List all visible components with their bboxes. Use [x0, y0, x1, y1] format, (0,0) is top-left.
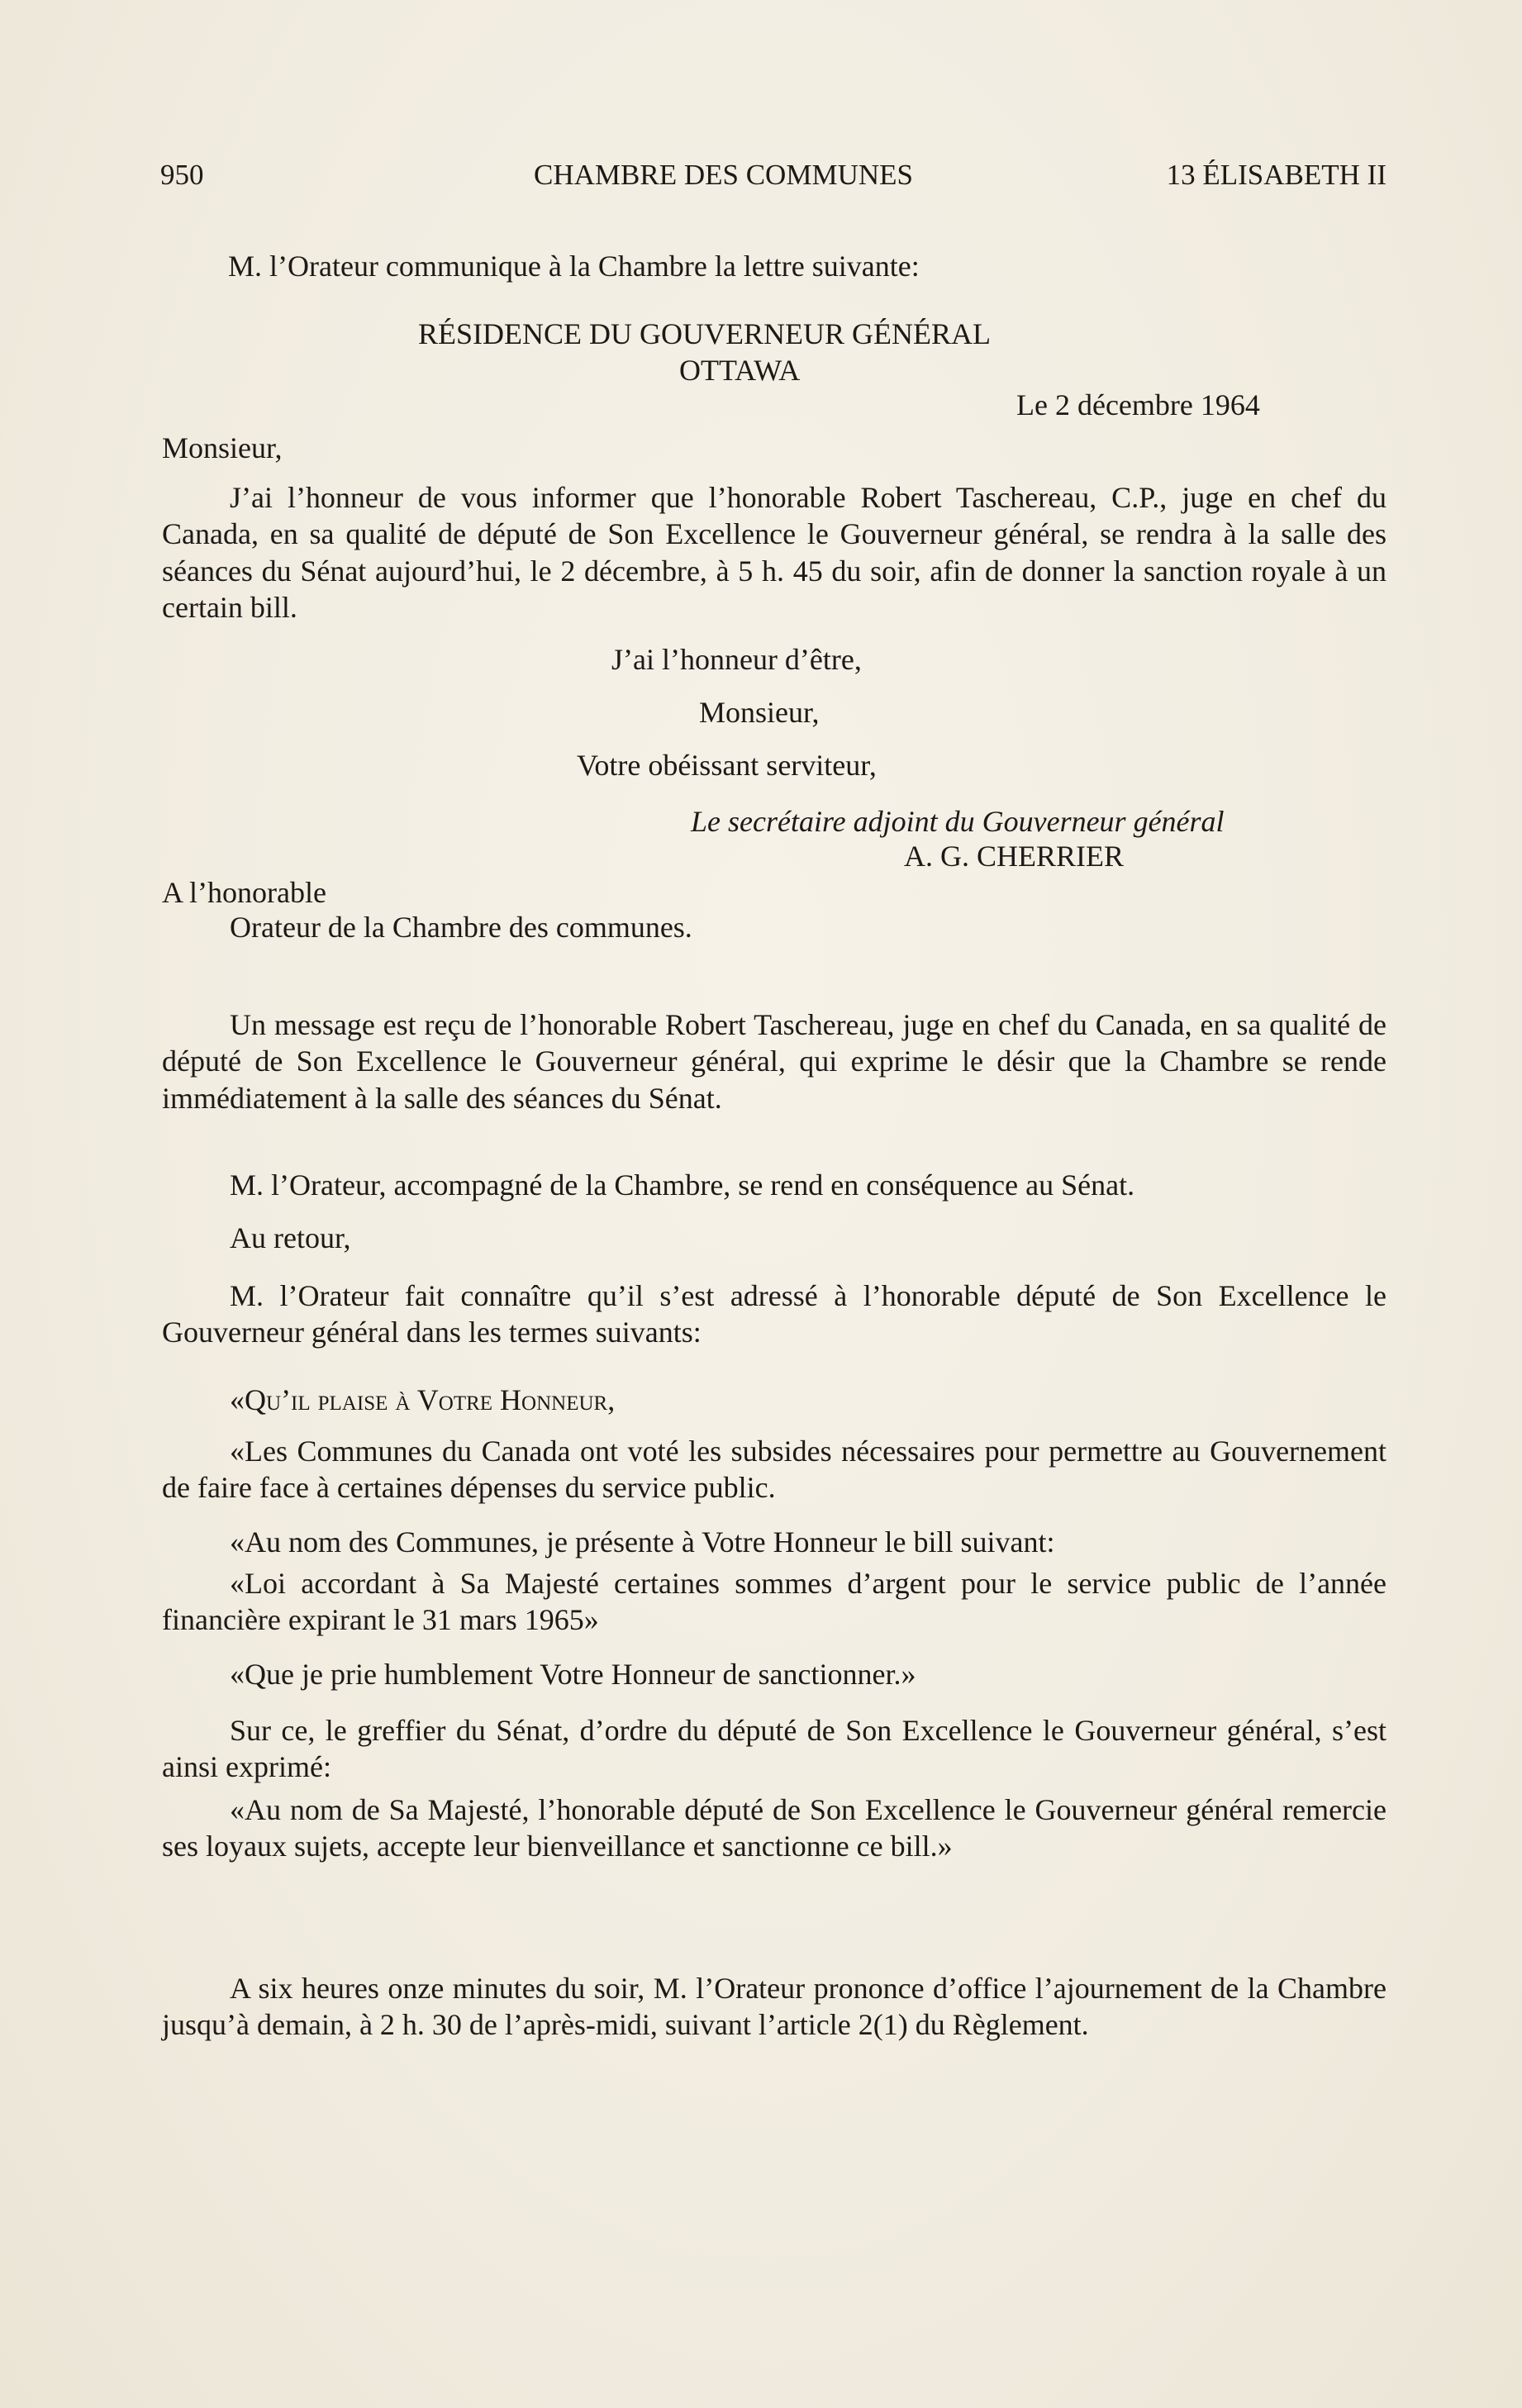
letter-heading-residence: RÉSIDENCE DU GOUVERNEUR GÉNÉRAL: [418, 317, 991, 350]
paragraph-bill-intro: «Au nom des Communes, je présente à Votre Honneur le bill suivant:: [230, 1525, 1055, 1559]
letter-body: J’ai l’honneur de vous informer que l’honorable Robert Taschereau, C.P., juge en chef du Canada, en sa qualité de député de Son Excellence le Gouverneur général, se rendra à la salle des séances du Sénat aujourd’hui, le 2 décembre, à 5 h. 45 du soir, afin de donner la sanction royale à un certain bill.: [162, 481, 1386, 624]
paragraph-accompanied: M. l’Orateur, accompagné de la Chambre, se rend en conséquence au Sénat.: [230, 1168, 1135, 1202]
paragraph-bill-title: «Loi accordant à Sa Majesté certaines sommes d’argent pour le service public de l’année financière expirant le 31 mars 1965»: [162, 1567, 1386, 1637]
letter-closing-honour: J’ai l’honneur d’être,: [611, 643, 862, 676]
page-number: 950: [160, 159, 204, 191]
signatory-title: Le secrétaire adjoint du Gouverneur général: [691, 805, 1225, 838]
paragraph-adjournment: A six heures onze minutes du soir, M. l’Orateur prononce d’office l’ajournement de la Chambre jusqu’à demain, à 2 h. 30 de l’après-midi, suivant l’article 2(1) du Règlement.: [162, 1972, 1386, 2042]
regnal-year: 13 ÉLISABETH II: [1166, 159, 1386, 191]
paragraph-request: «Que je prie humblement Votre Honneur de sanctionner.»: [230, 1658, 916, 1691]
header-title: CHAMBRE DES COMMUNES: [534, 159, 913, 191]
address-heading: «Qu’il plaise à Votre Honneur,: [230, 1383, 616, 1416]
paragraph-message: Un message est reçu de l’honorable Robert Taschereau, juge en chef du Canada, en sa qualité de député de Son Excellence le Gouverneur général, qui exprime le désir que la Chambre se rende immédiatement à la salle des séances du Sénat.: [162, 1008, 1386, 1115]
recipient-line-1: A l’honorable: [162, 876, 326, 909]
paragraph-subsidies: «Les Communes du Canada ont voté les subsides nécessaires pour permettre au Gouvernement de faire face à certaines dépenses du service public.: [162, 1435, 1386, 1505]
paragraph-clerk: Sur ce, le greffier du Sénat, d’ordre du député de Son Excellence le Gouverneur général, s’est ainsi exprimé:: [162, 1714, 1386, 1784]
signatory-name: A. G. CHERRIER: [904, 840, 1125, 873]
paragraph-assent: «Au nom de Sa Majesté, l’honorable député de Son Excellence le Gouverneur général remercie ses loyaux sujets, accepte leur bienveillance et sanctionne ce bill.»: [162, 1793, 1386, 1863]
letter-salutation: Monsieur,: [162, 431, 283, 464]
intro-line: M. l’Orateur communique à la Chambre la lettre suivante:: [228, 250, 920, 283]
letter-closing-monsieur: Monsieur,: [699, 696, 820, 729]
letter-closing-servant: Votre obéissant serviteur,: [577, 749, 877, 782]
letter-heading-city: OTTAWA: [679, 354, 801, 387]
paragraph-return: Au retour,: [230, 1221, 351, 1254]
letter-date: Le 2 décembre 1964: [1016, 388, 1260, 421]
recipient-line-2: Orateur de la Chambre des communes.: [230, 911, 692, 944]
running-header: [160, 159, 1386, 192]
paragraph-address: M. l’Orateur fait connaître qu’il s’est adressé à l’honorable député de Son Excellence le Gouverneur général dans les termes suivants:: [162, 1279, 1386, 1349]
